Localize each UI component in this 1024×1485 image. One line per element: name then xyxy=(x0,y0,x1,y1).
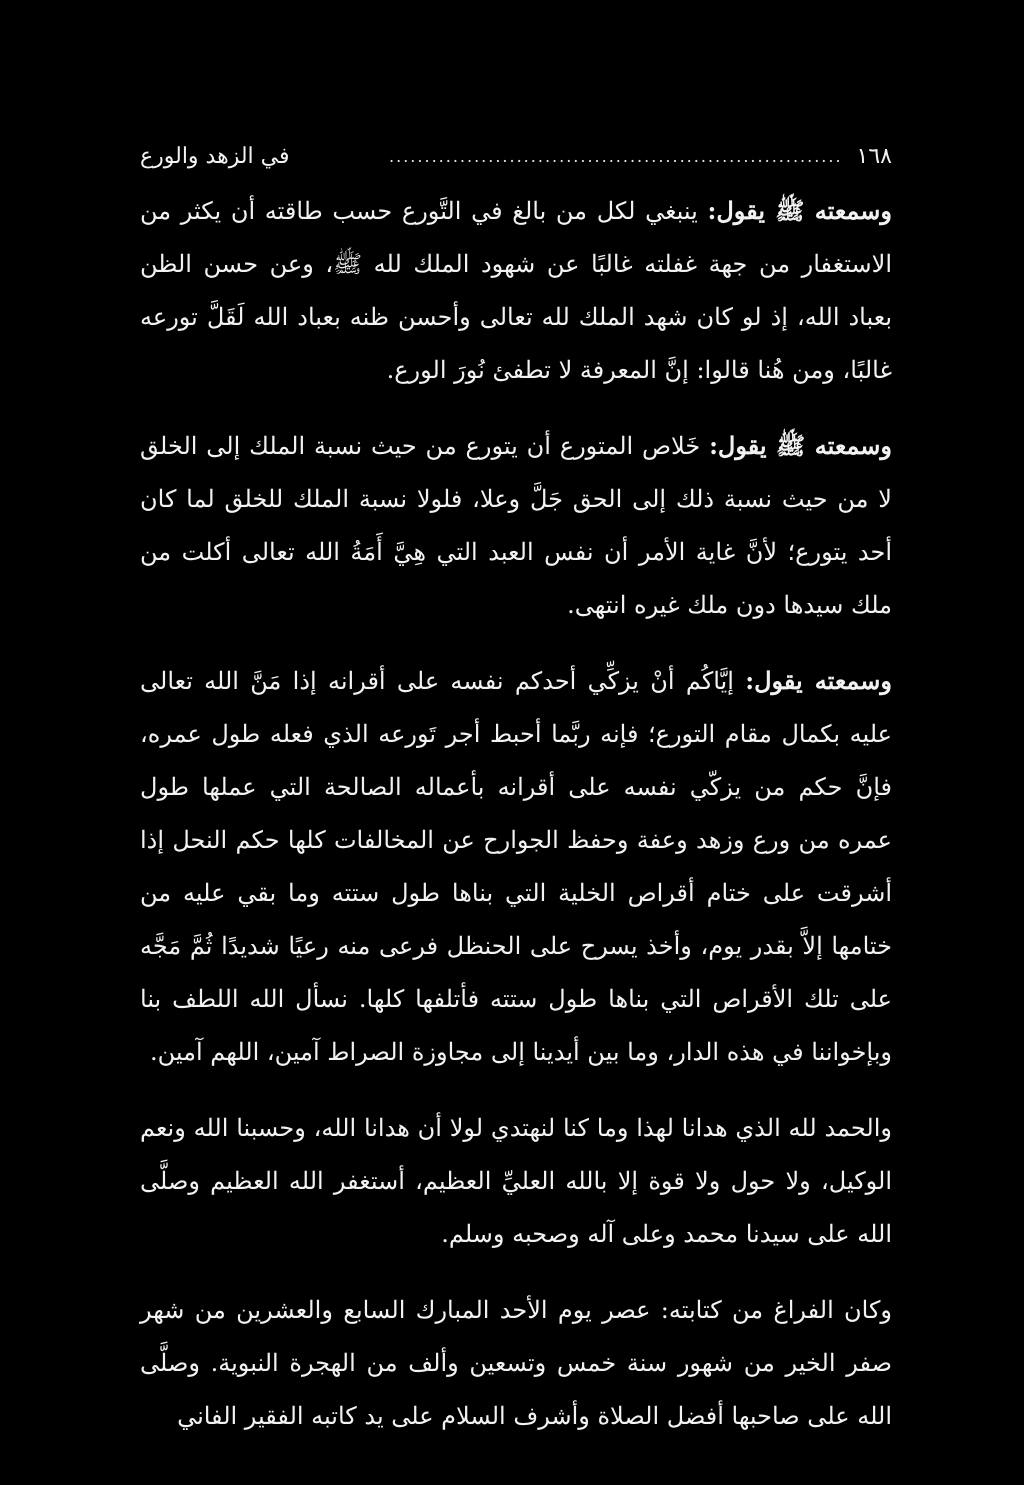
paragraph-3 xyxy=(140,654,892,1079)
body-text xyxy=(140,184,892,1465)
paragraph-text: والحمد لله الذي هدانا لهذا وما كنا لنهتدي لولا أن هدانا الله، وحسبنا الله ونعم الوكيل، ولا حول ولا قوة إلا بالله العليِّ العظيم، أستغفر الله العظيم وصلَّى الله على سيدنا محمد وعلى آله وصحبه وسلم. xyxy=(140,1114,892,1248)
running-header xyxy=(140,138,892,174)
paragraph-1 xyxy=(140,184,892,397)
paragraph-2 xyxy=(140,419,892,632)
chapter-title: في الزهد والورع xyxy=(140,143,290,169)
header-dot-leader: ................................................................ xyxy=(389,146,843,166)
page-number: ١٦٨ xyxy=(856,143,892,169)
closing-doxology xyxy=(140,1101,892,1261)
colophon xyxy=(140,1283,892,1443)
paragraph-text: خَلاص المتورع أن يتورع من حيث نسبة الملك إلى الخلق لا من حيث نسبة ذلك إلى الحق جَلَّ وعلا، فلولا نسبة الملك للخلق لما كان أحد يتورع؛ لأنَّ غاية الأمر أن نفس العبد التي هِيَّ أَمَةُ الله تعالى أكلت من ملك سيدها دون ملك غيره انتهى. xyxy=(140,432,892,619)
paragraph-text: إيَّاكُم أنْ يزكِّي أحدكم نفسه على أقرانه إذا مَنَّ الله تعالى عليه بكمال مقام التورع؛ فإنه ربَّما أحبط أجر تَورعه الذي فعله طول عمره، فإنَّ حكم من يزكّي نفسه على أقرانه بأعماله الصالحة التي عملها طول عمره من ورع وزهد وعفة وحفظ الجوارح عن المخالفات كلها حكم النحل إذا أشرقت على ختام أقراص الخلية التي بناها طول ستته وما بقي عليه من ختامها إلاَّ بقدر يوم، وأخذ يسرح على الحنظل فرعى منه رعيًا شديدًا ثُمَّ مَجَّه على تلك الأقراص التي بناها طول ستته فأتلفها كلها. نسأل الله اللطف بنا وبإخواننا في هذه الدار، وما بين أيدينا إلى مجاوزة الصراط آمين، اللهم آمين. xyxy=(140,667,893,1066)
paragraph-text: ينبغي لكل من بالغ في التَّورع حسب طاقته أن يكثر من الاستغفار من جهة غفلته غالبًا عن شهود الملك لله ﷺ، وعن حسن الظن بعباد الله، إذ لو كان شهد الملك لله تعالى وأحسن ظنه بعباد الله لَقَلَّ تورعه غالبًا، ومن هُنا قالوا: إنَّ المعرفة لا تطفئ نُورَ الورع. xyxy=(140,197,892,384)
paragraph-lead: وسمعته ﷺ يقول: xyxy=(707,196,893,225)
paragraph-lead: وسمعته ﷺ يقول: xyxy=(709,431,892,460)
paragraph-lead: وسمعته يقول: xyxy=(745,666,892,695)
book-page xyxy=(140,118,892,1448)
paragraph-text: وكان الفراغ من كتابته: عصر يوم الأحد المبارك السابع والعشرين من شهر صفر الخير من شهور سنة خمس وتسعين وألف من الهجرة النبوية. وصلَّى الله على صاحبها أفضل الصلاة وأشرف السلام على يد كاتبه الفقير الفاني xyxy=(140,1296,892,1430)
